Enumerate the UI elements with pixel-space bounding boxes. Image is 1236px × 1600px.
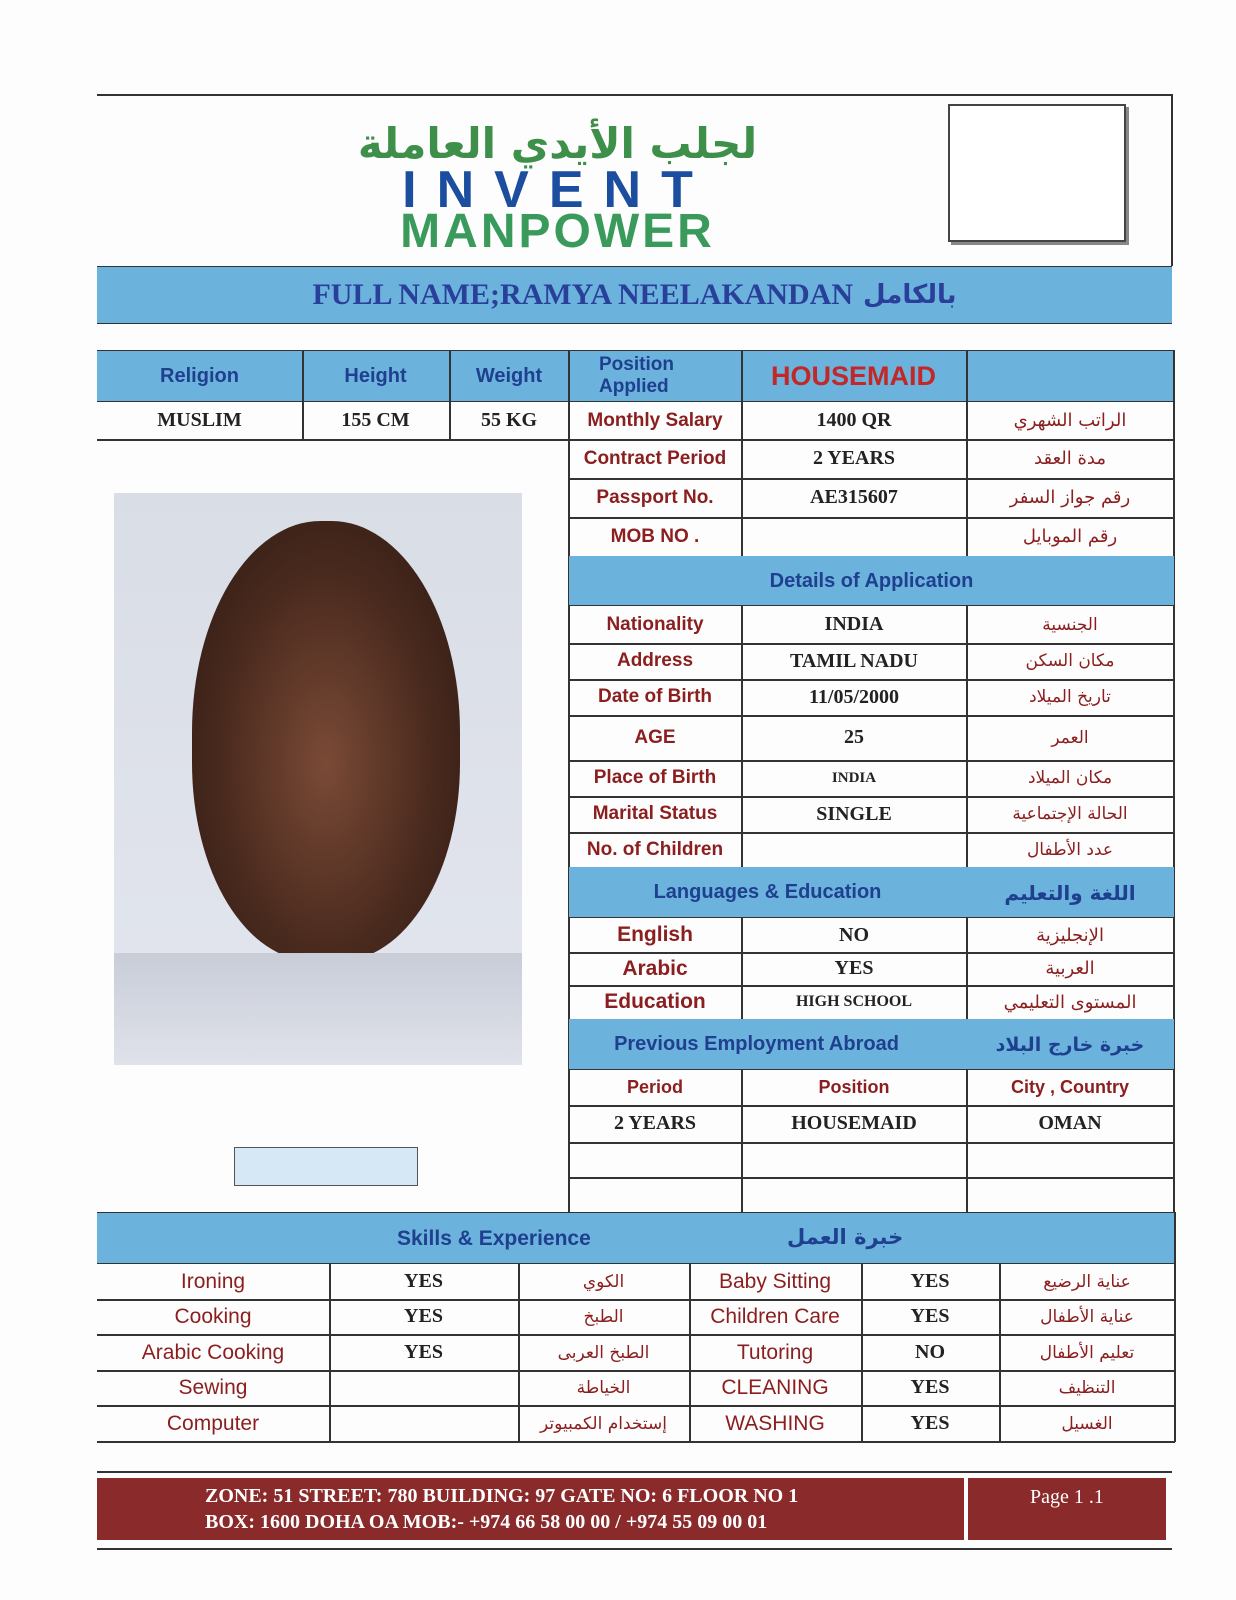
photo-face <box>192 521 460 961</box>
employment-cell-0-1: HOUSEMAID <box>791 1112 917 1134</box>
details-row-4-arabic: مكان الميلاد <box>1027 768 1113 788</box>
details-title: Details of Application <box>769 569 974 592</box>
divider <box>329 1264 331 1442</box>
skill-right-value: YES <box>910 1412 950 1434</box>
divider <box>518 1264 520 1442</box>
contract-row-3-arabic: رقم الموبايل <box>1022 526 1118 547</box>
skill-right-arabic: تعليم الأطفال <box>1039 1342 1135 1363</box>
photo-caption-box <box>234 1147 418 1186</box>
religion-value: MUSLIM <box>157 409 242 431</box>
divider <box>861 1264 863 1442</box>
contract-row-1-label: Contract Period <box>583 447 727 469</box>
employment-cell-2-0 <box>569 1177 741 1212</box>
full-name-bar <box>97 266 1172 324</box>
skill-left-value: YES <box>404 1270 443 1292</box>
skill-left-label: Sewing <box>178 1375 248 1399</box>
skill-left-value <box>329 1370 518 1405</box>
divider <box>449 350 451 439</box>
skill-right-label: Tutoring <box>736 1340 814 1364</box>
divider <box>1174 1212 1176 1442</box>
skill-right-value: YES <box>910 1305 950 1327</box>
contract-row-0-value: 1400 QR <box>816 409 892 431</box>
contract-row-3-value <box>742 517 966 556</box>
skill-right-label: Baby Sitting <box>718 1269 832 1293</box>
languages-title: Languages & Education <box>653 881 882 903</box>
language-row-0-arabic: الإنجليزية <box>1036 924 1104 946</box>
footer-address-line1: ZONE: 51 STREET: 780 BUILDING: 97 GATE NO: 6 FLOOR NO 1 <box>205 1485 799 1507</box>
employment-cell-0-0: 2 YEARS <box>613 1112 697 1134</box>
employment-col-header-1: Position <box>818 1077 890 1097</box>
height-header: Height <box>344 364 407 387</box>
skill-left-arabic: إستخدام الكمبيوتر <box>540 1413 667 1434</box>
full-name-arabic: بالكامل <box>863 280 957 310</box>
employment-cell-1-2 <box>967 1142 1173 1177</box>
footer-bar <box>97 1478 964 1540</box>
skill-left-arabic: الطبخ <box>583 1306 624 1327</box>
details-row-2-arabic: تاريخ الميلاد <box>1029 687 1111 707</box>
contract-row-0-label: Monthly Salary <box>587 409 723 431</box>
language-row-1-value: YES <box>834 957 874 979</box>
employment-cell-1-1 <box>742 1142 966 1177</box>
skill-left-arabic: الكوي <box>582 1271 625 1292</box>
languages-title-arabic: اللغة والتعليم <box>1004 880 1136 905</box>
skill-left-label: Cooking <box>174 1304 252 1328</box>
details-row-5-arabic: الحالة الإجتماعية <box>1012 804 1128 824</box>
footer-top-rule <box>97 1471 1172 1473</box>
skill-right-label: CLEANING <box>721 1375 829 1399</box>
divider <box>97 439 569 441</box>
skill-left-value: YES <box>404 1305 443 1327</box>
skill-right-label: Children Care <box>710 1304 840 1328</box>
language-row-2-label: Education <box>604 990 706 1013</box>
contract-row-2-label: Passport No. <box>596 486 714 508</box>
details-row-3-value: 25 <box>844 726 864 748</box>
details-row-4-value: INDIA <box>831 769 877 786</box>
photo-collar <box>114 953 522 1065</box>
employment-cell-2-1 <box>742 1177 966 1212</box>
language-row-0-label: English <box>617 923 693 946</box>
contract-row-0-arabic: الراتب الشهري <box>1013 410 1127 431</box>
skill-left-value: YES <box>404 1341 443 1363</box>
weight-header: Weight <box>475 364 543 387</box>
details-row-3-arabic: العمر <box>1051 727 1089 748</box>
details-row-6-arabic: عدد الأطفال <box>1026 839 1114 860</box>
divider <box>689 1264 691 1442</box>
skill-left-label: Arabic Cooking <box>141 1340 285 1364</box>
skill-left-arabic: الطبخ العربى <box>557 1342 650 1363</box>
contract-row-2-arabic: رقم جواز السفر <box>1009 487 1131 508</box>
language-row-2-value: HIGH SCHOOL <box>795 993 913 1010</box>
employment-cell-2-2 <box>967 1177 1173 1212</box>
language-row-0-value: NO <box>839 923 869 946</box>
divider <box>302 350 304 439</box>
skill-right-arabic: عناية الرضيع <box>1043 1271 1131 1292</box>
skills-title: Skills & Experience <box>397 1227 591 1250</box>
details-row-3-label: AGE <box>634 726 676 748</box>
footer-bottom-rule <box>97 1548 1172 1550</box>
details-row-5-label: Marital Status <box>592 803 718 824</box>
position-applied-header: Position Applied <box>599 354 674 397</box>
divider <box>999 1264 1001 1442</box>
right-rule <box>1171 94 1173 266</box>
position-applied-value: HOUSEMAID <box>770 360 936 391</box>
details-row-0-arabic: الجنسية <box>1042 614 1098 635</box>
weight-value: 55 KG <box>480 409 538 431</box>
details-row-2-value: 11/05/2000 <box>808 685 899 708</box>
contract-row-3-label: MOB NO . <box>610 525 700 547</box>
skill-right-value: YES <box>910 1270 950 1292</box>
skill-right-label: WASHING <box>725 1411 825 1435</box>
logo-arabic-text: لجلب الأيدي العاملة <box>357 119 758 168</box>
contract-row-1-arabic: مدة العقد <box>1034 448 1106 469</box>
details-row-0-label: Nationality <box>606 613 704 635</box>
full-name: FULL NAME;RAMYA NEELAKANDAN <box>312 278 854 311</box>
skill-left-value <box>329 1406 518 1441</box>
height-value: 155 CM <box>341 409 410 431</box>
top-rule <box>97 94 1173 96</box>
details-row-2-label: Date of Birth <box>598 686 712 707</box>
religion-header: Religion <box>160 364 239 387</box>
skill-right-value: NO <box>915 1341 945 1363</box>
skill-right-arabic: التنظيف <box>1058 1377 1116 1398</box>
details-row-1-arabic: مكان السكن <box>1025 651 1115 671</box>
applicant-photo <box>114 493 522 1065</box>
language-row-2-arabic: المستوى التعليمي <box>1003 991 1137 1013</box>
skill-left-label: Ironing <box>180 1269 246 1293</box>
skills-title-arabic: خبرة العمل <box>787 1225 904 1249</box>
logo-manpower: MANPOWER <box>400 205 715 258</box>
stamp-box <box>948 104 1126 242</box>
employment-cell-0-2: OMAN <box>1038 1112 1102 1134</box>
details-row-1-value: TAMIL NADU <box>790 649 918 672</box>
details-row-4-label: Place of Birth <box>593 767 717 788</box>
details-row-5-value: SINGLE <box>816 802 892 825</box>
employment-cell-1-0 <box>569 1142 741 1177</box>
contract-row-2-value: AE315607 <box>810 486 898 508</box>
details-row-1-label: Address <box>616 650 694 671</box>
language-row-1-label: Arabic <box>622 956 688 980</box>
skill-right-value: YES <box>910 1376 950 1398</box>
page-number: Page 1 .1 <box>1030 1486 1104 1508</box>
employment-col-header-0: Period <box>626 1077 683 1097</box>
details-row-6-label: No. of Children <box>586 838 724 860</box>
company-logo <box>280 119 835 258</box>
details-row-0-value: INDIA <box>824 613 884 635</box>
language-row-1-arabic: العربية <box>1045 958 1095 979</box>
footer-address-line2: BOX: 1600 DOHA OA MOB:- +974 66 58 00 00 / +974 55 09 00 01 <box>205 1511 768 1533</box>
skill-left-label: Computer <box>166 1411 260 1435</box>
employment-col-header-2: City , Country <box>1010 1077 1129 1097</box>
employment-title-arabic: خبرة خارج البلاد <box>995 1033 1145 1056</box>
page-number-box <box>968 1478 1166 1540</box>
divider <box>97 1441 1175 1443</box>
skill-right-arabic: الغسيل <box>1061 1413 1113 1434</box>
skill-left-arabic: الخياطة <box>576 1377 631 1398</box>
logo-invent: INVENT <box>402 161 713 219</box>
details-row-6-value <box>742 832 966 867</box>
employment-title: Previous Employment Abroad <box>614 1033 899 1055</box>
skill-right-arabic: عناية الأطفال <box>1040 1306 1134 1327</box>
skills-header <box>97 1212 1175 1264</box>
contract-row-1-value: 2 YEARS <box>812 447 896 469</box>
